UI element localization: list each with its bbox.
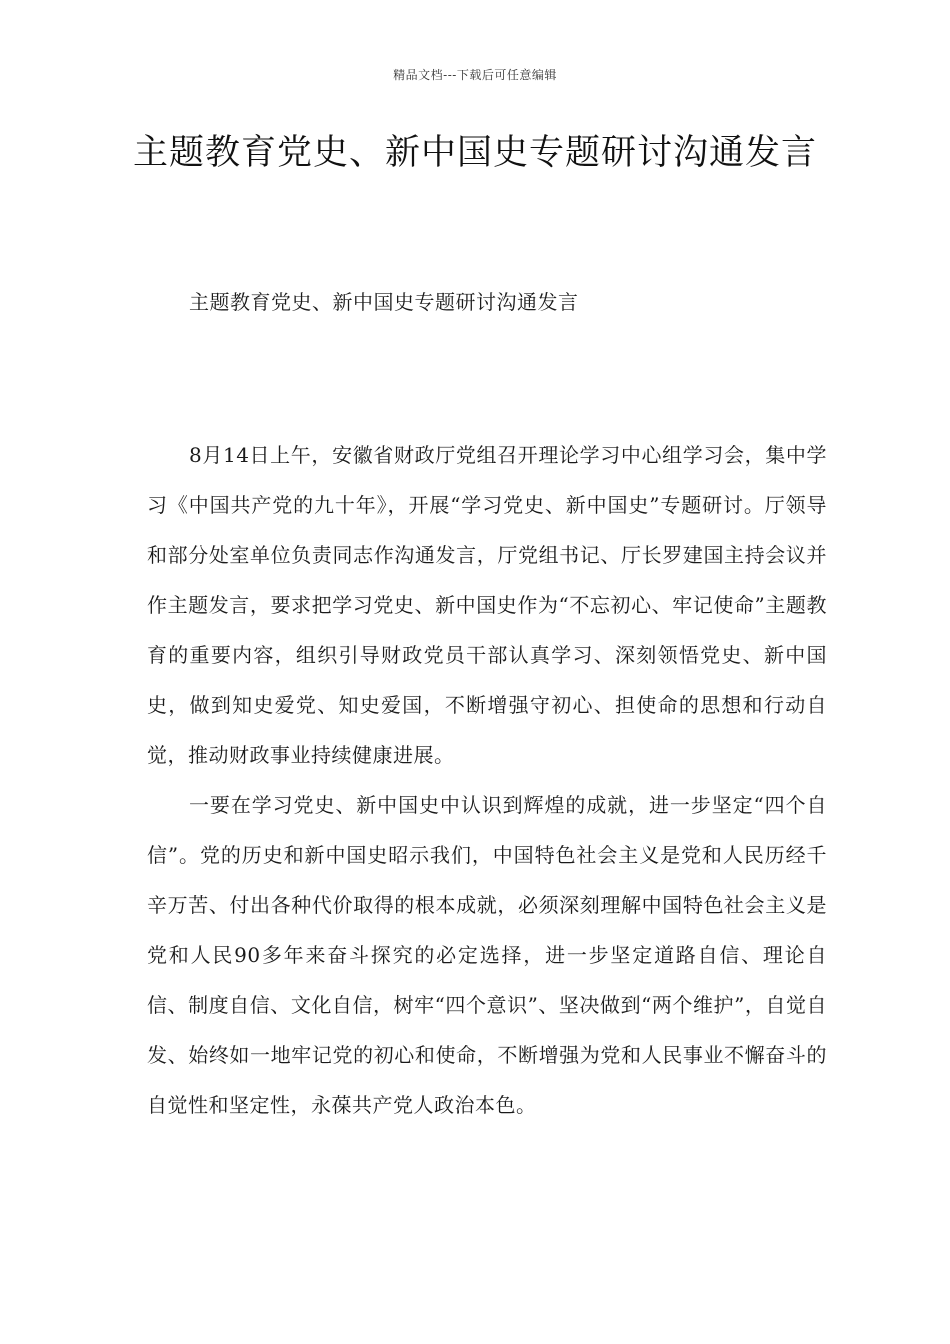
document-subtitle: 主题教育党史、新中国史专题研讨沟通发言 [189, 290, 579, 314]
header-note: 精品文档---下载后可任意编辑 [393, 68, 557, 82]
body-paragraphs [147, 430, 827, 1130]
paragraph: 8月14日上午，安徽省财政厅党组召开理论学习中心组学习会，集中学习《中国共产党的九十年》，开展“学习党史、新中国史”专题研讨。厅领导和部分处室单位负责同志作沟通发言，厅党组书记、厅长罗建国主持会议并作主题发言，要求把学习党史、新中国史作为“不忘初心、牢记使命”主题教育的重要内容，组织引导财政党员干部认真学习、深刻领悟党史、新中国史，做到知史爱党、知史爱国，不断增强守初心、担使命的思想和行动自觉，推动财政事业持续健康进展。 [147, 443, 827, 767]
document-title: 主题教育党史、新中国史专题研讨沟通发言 [132, 133, 817, 173]
paragraph: 一要在学习党史、新中国史中认识到辉煌的成就，进一步坚定“四个自信”。党的历史和新中国史昭示我们，中国特色社会主义是党和人民历经千辛万苦、付出各种代价取得的根本成就，必须深刻理解中国特色社会主义是党和人民90多年来奋斗探究的必定选择，进一步坚定道路自信、理论自信、制度自信、文化自信，树牢“四个意识”、坚决做到“两个维护”，自觉自发、始终如一地牢记党的初心和使命，不断增强为党和人民事业不懈奋斗的自觉性和坚定性，永葆共产党人政治本色。 [147, 793, 827, 1117]
